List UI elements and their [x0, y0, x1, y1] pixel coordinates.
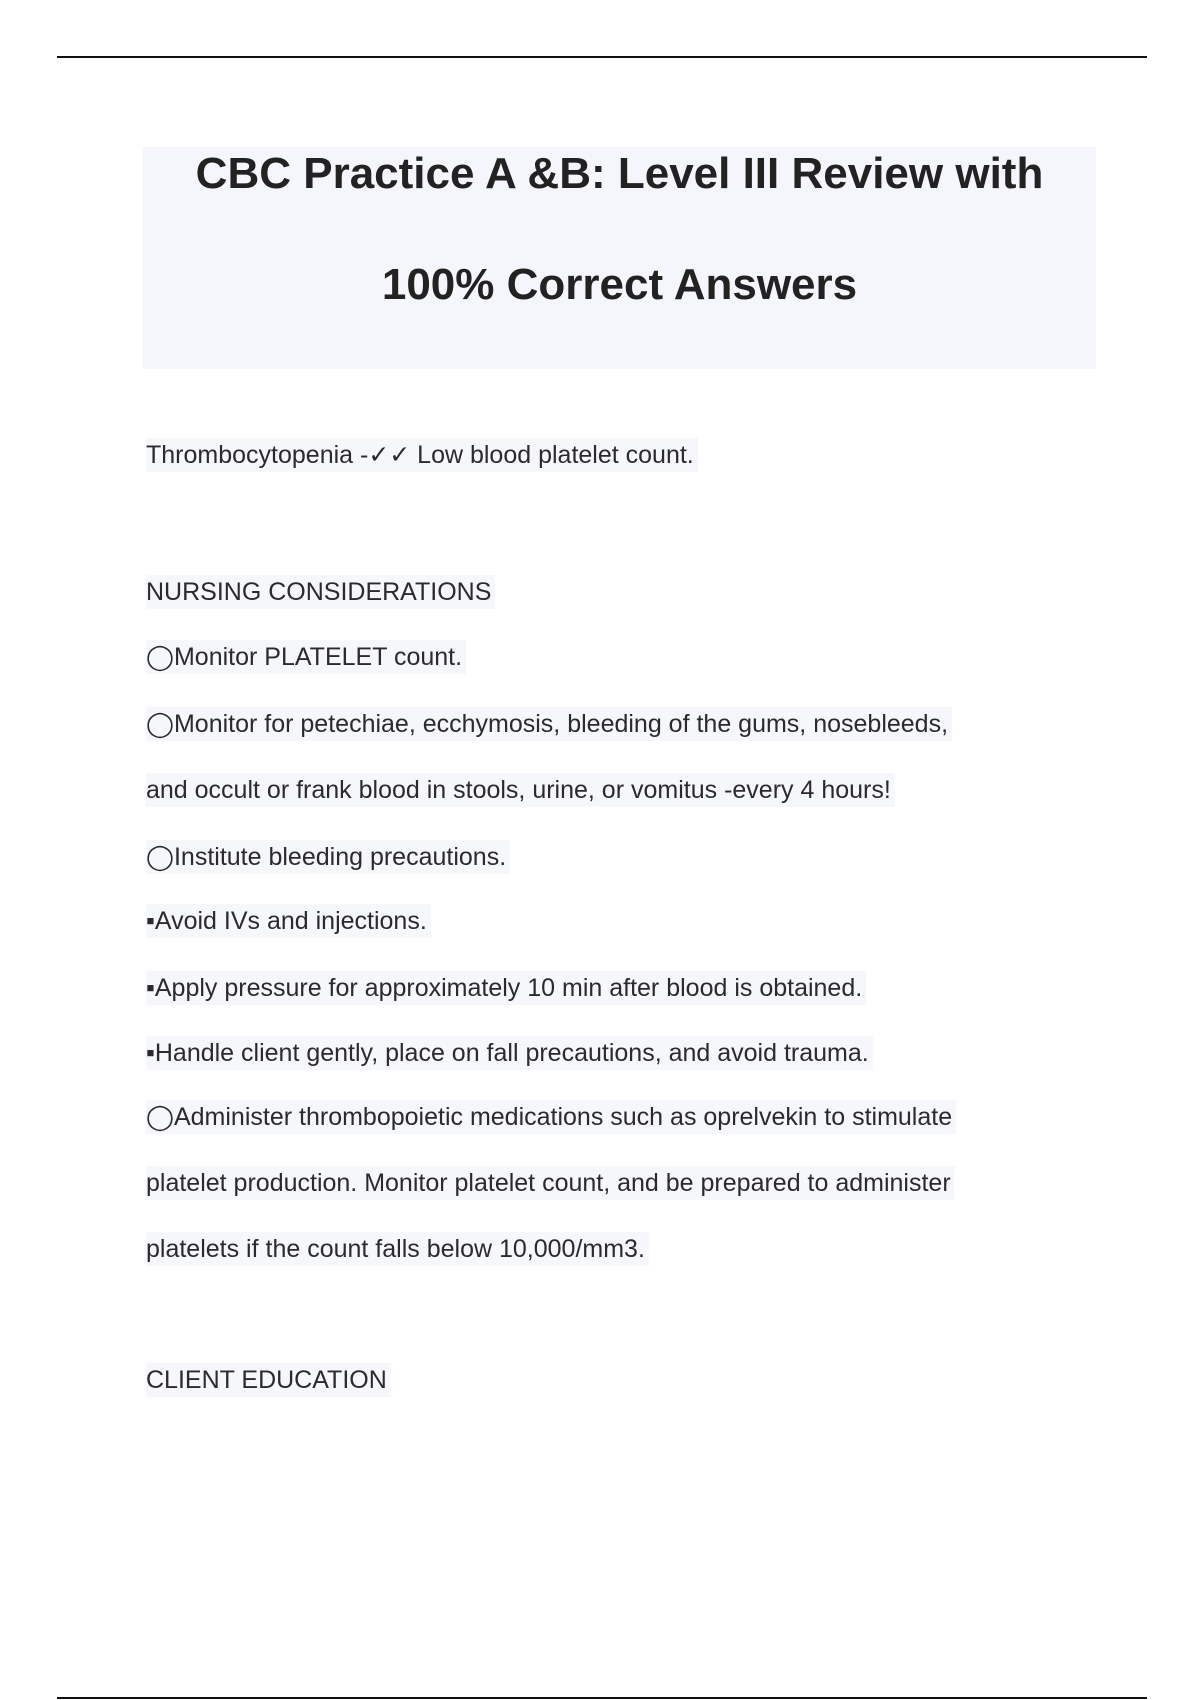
title-banner-text: [143, 147, 1096, 369]
client-education-heading: CLIENT EDUCATION: [146, 1363, 391, 1397]
list-item: ◯Institute bleeding precautions.: [146, 840, 510, 874]
list-item: ▪Avoid IVs and injections.: [146, 904, 431, 938]
list-item: ◯Monitor for petechiae, ecchymosis, bleeding of the gums, nosebleeds,: [146, 707, 952, 741]
list-item: ▪Handle client gently, place on fall precautions, and avoid trauma.: [146, 1036, 873, 1070]
list-item: ▪Apply pressure for approximately 10 min after blood is obtained.: [146, 971, 866, 1005]
top-divider: [57, 56, 1147, 58]
list-item: ◯Monitor PLATELET count.: [146, 640, 466, 674]
list-item: and occult or frank blood in stools, urine, or vomitus -every 4 hours!: [146, 773, 895, 807]
nursing-considerations-heading: NURSING CONSIDERATIONS: [146, 575, 495, 609]
definition-text: Thrombocytopenia -✓✓ Low blood platelet count.: [146, 438, 698, 472]
list-item: ◯Administer thrombopoietic medications such as oprelvekin to stimulate: [146, 1100, 956, 1134]
page-title-line-1: CBC Practice A &B: Level III Review with: [195, 149, 1044, 198]
page-title-line-2: 100% Correct Answers: [381, 260, 858, 309]
list-item: platelets if the count falls below 10,000/mm3.: [146, 1232, 649, 1266]
list-item: platelet production. Monitor platelet count, and be prepared to administer: [146, 1166, 955, 1200]
bottom-divider: [57, 1697, 1147, 1699]
